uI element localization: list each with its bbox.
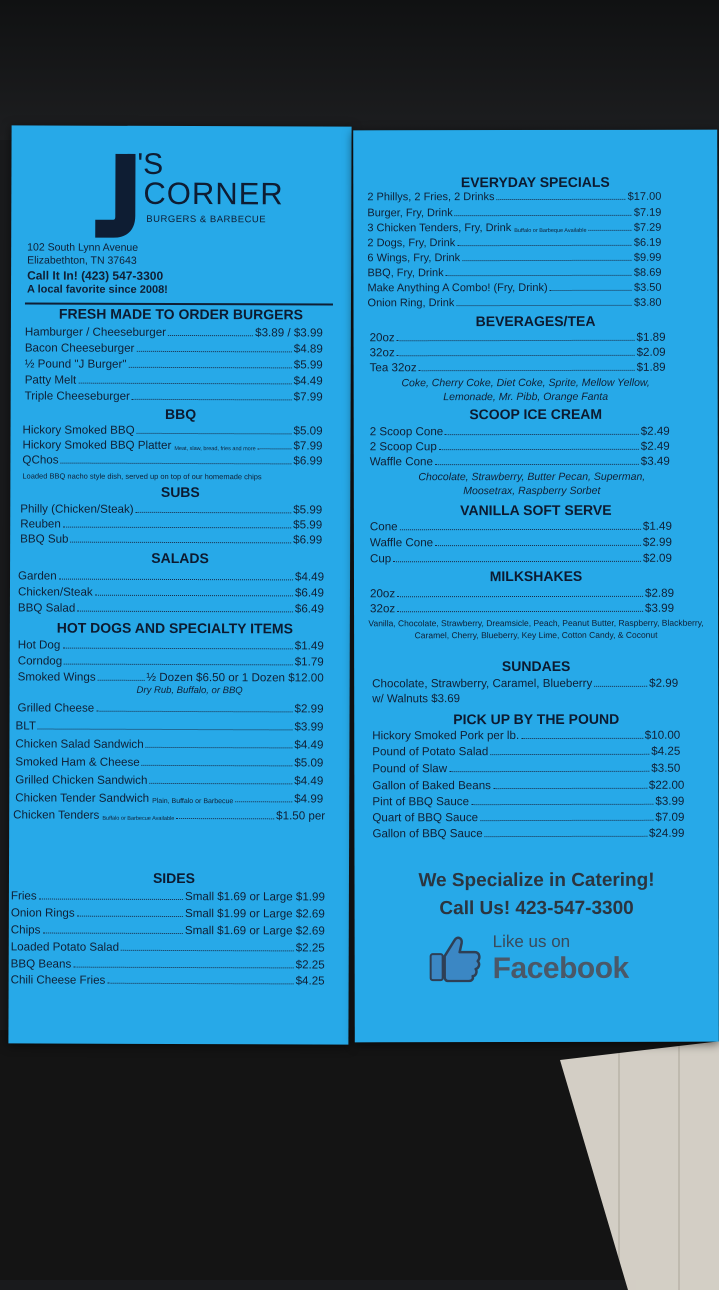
menu-item: Hickory Smoked BBQ Platter Meat, slaw, bread, fries and more $7.99 <box>22 438 323 453</box>
soda-flavors: Coke, Cherry Coke, Diet Coke, Sprite, Mellow Yellow, Lemonade, Mr. Pibb, Orange Fanta <box>401 376 650 404</box>
menu-item: Pound of Slaw $3.50 <box>372 761 681 776</box>
menu-item: Cup $2.09 <box>369 551 672 566</box>
menu-item: 20oz $2.89 <box>370 586 675 601</box>
section-title-salads: SALADS <box>151 549 209 567</box>
menu-item: 20oz $1.89 <box>369 330 666 345</box>
menu-item: 32oz $3.99 <box>370 601 675 616</box>
qchos-description: Loaded BBQ nacho style dish, served up on top of our homemade chips <box>22 471 262 482</box>
menu-item: Burger, Fry, Drink $7.19 <box>367 206 662 220</box>
menu-item: ½ Pound "J Burger" $5.99 <box>24 357 323 372</box>
menu-item: Chili Cheese Fries $4.25 <box>10 973 325 988</box>
menu-item: Hickory Smoked BBQ $5.09 <box>22 423 323 438</box>
menu-item: Garden $4.49 <box>18 569 325 584</box>
menu-item: Hickory Smoked Pork per lb. $10.00 <box>372 728 681 743</box>
walnuts-option: w/ Walnuts $3.69 <box>372 693 461 706</box>
facebook-wordmark: Facebook <box>492 951 629 986</box>
section-title-icecream: SCOOP ICE CREAM <box>469 405 603 423</box>
menu-item: Patty Melt $4.49 <box>24 373 323 388</box>
menu-item: Chocolate, Strawberry, Caramel, Blueberry $2.99 <box>372 676 679 691</box>
menu-item: Pint of BBQ Sauce $3.99 <box>372 794 685 809</box>
menu-item: 2 Scoop Cone $2.49 <box>369 424 670 439</box>
menu-item: QChos $6.99 <box>22 453 323 468</box>
like-us-text: Like us on <box>492 931 571 952</box>
menu-item: Grilled Cheese $2.99 <box>17 701 324 716</box>
menu-item: Grilled Chicken Sandwich $4.49 <box>15 773 324 788</box>
menu-item: BBQ Beans $2.25 <box>10 957 325 972</box>
section-title-hotdogs: HOT DOGS AND SPECIALTY ITEMS <box>56 619 293 637</box>
section-title-softserve: VANILLA SOFT SERVE <box>460 501 612 519</box>
menu-item: BBQ Sub $6.99 <box>20 532 323 547</box>
section-title-burgers: FRESH MADE TO ORDER BURGERS <box>58 305 303 323</box>
menu-item: Smoked Ham & Cheese $5.09 <box>15 755 324 770</box>
section-title-sides: SIDES <box>152 869 196 887</box>
section-title-milkshakes: MILKSHAKES <box>489 567 583 585</box>
milkshake-flavors: Vanilla, Chocolate, Strawberry, Dreamsicle, Peach, Peanut Butter, Raspberry, Blackberry, Caramel, Cherry, Blueberry, Key Lime, Cotton Candy, & Coconut <box>368 617 704 640</box>
icecream-flavors: Chocolate, Strawberry, Butter Pecan, Superman, Moosetrax, Raspberry Sorbet <box>418 470 646 498</box>
menu-item: 32oz $2.09 <box>369 345 666 360</box>
menu-item: Chips Small $1.69 or Large $2.69 <box>10 923 325 938</box>
section-title-bbq: BBQ <box>165 405 197 423</box>
menu-item: Chicken/Steak $6.49 <box>17 585 324 600</box>
menu-item: Chicken Tenders Buffalo or Barbecue Available $1.50 per <box>13 808 326 823</box>
menu-item: Onion Ring, Drink $3.80 <box>367 296 662 310</box>
section-title-specials: EVERYDAY SPECIALS <box>460 173 610 191</box>
menu-panel-left <box>8 125 351 1044</box>
menu-item: Gallon of Baked Beans $22.00 <box>372 778 685 793</box>
menu-item: Chicken Tender Sandwich Plain, Buffalo or Barbecue $4.99 <box>15 791 324 806</box>
logo-tagline: BURGERS & BARBECUE <box>146 213 267 226</box>
menu-item: Quart of BBQ Sauce $7.09 <box>372 810 685 825</box>
menu-item: BLT $3.99 <box>15 719 324 734</box>
menu-item: 2 Scoop Cup $2.49 <box>369 439 670 454</box>
menu-item: Onion Rings Small $1.99 or Large $2.69 <box>10 906 325 921</box>
menu-item: Reuben $5.99 <box>20 517 323 532</box>
menu-item: Gallon of BBQ Sauce $24.99 <box>372 826 685 841</box>
section-title-beverages: BEVERAGES/TEA <box>475 312 596 330</box>
menu-item: Loaded Potato Salad $2.25 <box>10 940 325 955</box>
thumbs-up-icon <box>429 934 483 982</box>
menu-item: 2 Phillys, 2 Fries, 2 Drinks $17.00 <box>367 190 662 204</box>
menu-item: Waffle Cone $2.99 <box>369 535 672 550</box>
menu-item: Make Anything A Combo! (Fry, Drink) $3.50 <box>367 281 662 295</box>
menu-item: Chicken Salad Sandwich $4.49 <box>15 737 324 752</box>
phone-line: Call It In! (423) 547-3300 <box>27 268 164 283</box>
menu-item: BBQ Salad $6.49 <box>17 601 324 616</box>
j-logo-icon <box>91 154 141 238</box>
menu-item: Tea 32oz $1.89 <box>369 360 666 375</box>
logo-apostrophe-s: 'S <box>137 147 164 181</box>
dark-background-top <box>0 0 719 140</box>
menu-item: Corndog $1.79 <box>17 654 324 669</box>
menu-item: Cone $1.49 <box>369 519 672 534</box>
menu-item: BBQ, Fry, Drink $8.69 <box>367 266 662 280</box>
logo-corner: CORNER <box>143 175 284 212</box>
menu-item: Pound of Potato Salad $4.25 <box>372 744 681 759</box>
menu-item: 2 Dogs, Fry, Drink $6.19 <box>367 236 662 250</box>
menu-item: Waffle Cone $3.49 <box>369 454 670 469</box>
section-title-subs: SUBS <box>160 483 200 501</box>
menu-panel-right <box>353 130 719 1043</box>
address-street: 102 South Lynn Avenue <box>27 241 139 254</box>
menu-item: Smoked Wings ½ Dozen $6.50 or 1 Dozen $12.00 <box>17 670 324 685</box>
menu-item: Philly (Chicken/Steak) $5.99 <box>20 502 323 517</box>
section-title-by-pound: PICK UP BY THE POUND <box>453 710 620 728</box>
menu-item: 6 Wings, Fry, Drink $9.99 <box>367 251 662 265</box>
since-line: A local favorite since 2008! <box>27 283 168 296</box>
menu-item: Hamburger / Cheeseburger $3.89 / $3.99 <box>24 325 323 340</box>
section-title-sundaes: SUNDAES <box>501 657 571 675</box>
menu-item: Fries Small $1.69 or Large $1.99 <box>10 889 325 904</box>
wings-note: Dry Rub, Buffalo, or BBQ <box>136 684 243 697</box>
catering-headline: We Specialize in Catering! <box>418 869 655 892</box>
menu-item: Bacon Cheeseburger $4.89 <box>24 341 323 356</box>
menu-item: Triple Cheeseburger $7.99 <box>24 389 323 404</box>
address-city: Elizabethton, TN 37643 <box>27 254 137 267</box>
menu-item: 3 Chicken Tenders, Fry, Drink Buffalo or Barbeque Available $7.29 <box>367 221 662 235</box>
catering-phone: Call Us! 423-547-3300 <box>439 897 634 920</box>
menu-item: Hot Dog $1.49 <box>17 638 324 653</box>
